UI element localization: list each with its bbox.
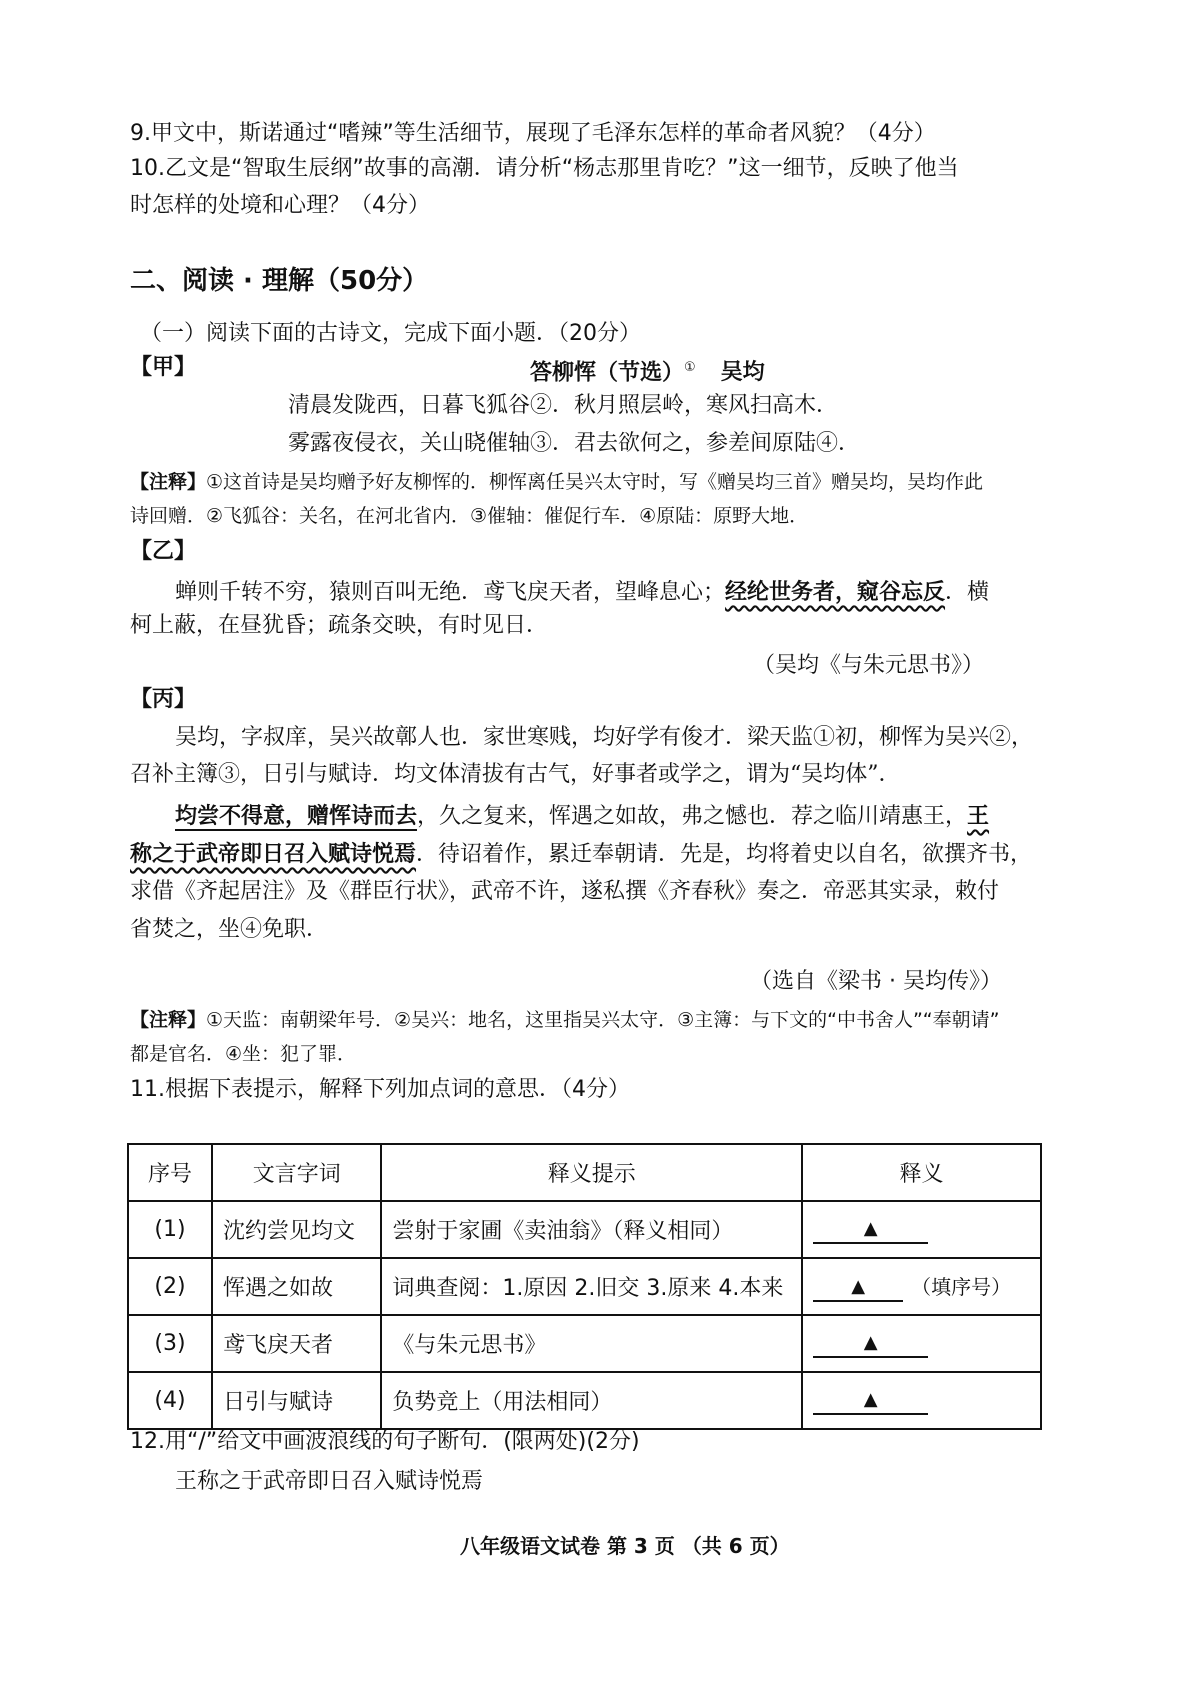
- row-hint: 尝射于家圃《卖油翁》（释义相同）: [381, 1201, 802, 1258]
- yi-label: 【乙】: [130, 539, 197, 564]
- bing-text-d: ．待诏着作，累迁奉朝请．先是，均将着史以自名，欲撰齐书，: [416, 842, 1033, 867]
- bing-line-3: [175, 800, 989, 833]
- table-header-row: [128, 1144, 1041, 1201]
- bing-line-4: [130, 838, 1032, 871]
- bing-underlined-sentence: 均尝不得意，赠恽诗而去: [175, 803, 418, 829]
- row-hint: 负势竞上（用法相同）: [381, 1372, 802, 1429]
- header-answer: 释义: [802, 1144, 1041, 1201]
- row-word: 鸢飞戾天者: [212, 1315, 381, 1372]
- row-answer-cell: [802, 1315, 1041, 1372]
- yi-line-2: 柯上蔽，在昼犹昏；疏条交映，有时见日．: [130, 613, 549, 638]
- section-title: 二、阅读 · 理解（50分）: [130, 266, 429, 296]
- row-no: (4): [128, 1372, 212, 1429]
- bing-source: （选自《梁书 · 吴均传》）: [750, 969, 1002, 994]
- table-row: [128, 1372, 1041, 1429]
- note-label: 【注释】: [130, 471, 207, 493]
- yi-line-1: [175, 576, 989, 609]
- fill-number-hint: （填序号）: [911, 1275, 1012, 1299]
- bing-line-5: 求借《齐起居注》及《群臣行状》，武帝不许，遂私撰《齐春秋》奏之．帝恶其实录，敕付: [130, 879, 1000, 904]
- row-word: 日引与赋诗: [212, 1372, 381, 1429]
- bing-note-line-1: [130, 1004, 1000, 1036]
- table-row: [128, 1201, 1041, 1258]
- jia-note-line-2: 诗回赠．②飞狐谷：关名，在河北省内．③催轴：催促行车．④原陆：原野大地．: [130, 505, 809, 527]
- yi-underlined-sentence: 经纶世务者，窥谷忘反: [725, 579, 946, 605]
- row-no: (3): [128, 1315, 212, 1372]
- header-word: 文言字词: [212, 1144, 381, 1201]
- yi-source: （吴均《与朱元思书》）: [753, 653, 985, 678]
- row-word: 沈约尝见均文: [212, 1201, 381, 1258]
- row-answer-cell: [802, 1258, 1041, 1315]
- poem-author: 吴均: [720, 360, 765, 386]
- row-no: (1): [128, 1201, 212, 1258]
- row-answer-cell: [802, 1201, 1041, 1258]
- bing-wavy-start: 王: [967, 803, 990, 829]
- answer-blank[interactable]: ▲: [813, 1387, 928, 1415]
- poem-title: 答柳恽（节选）: [530, 360, 685, 386]
- answer-blank[interactable]: ▲: [813, 1216, 928, 1244]
- question-10-line-2: 时怎样的处境和心理？（4分）: [130, 193, 430, 218]
- question-12-prompt: 12.用“/”给文中画波浪线的句子断句．(限两处)(2分): [130, 1429, 640, 1454]
- note-label: 【注释】: [130, 1009, 207, 1031]
- row-hint: 词典查阅：1.原因 2.旧交 3.原来 4.本来: [381, 1258, 802, 1315]
- yi-text-a: 蝉则千转不穷，猿则百叫无绝．鸢飞戾天者，望峰息心；: [175, 580, 726, 605]
- yi-text-c: ．横: [945, 580, 990, 605]
- note-text: ①这首诗是吴均赠予好友柳恽的．柳恽离任吴兴太守时，写《赠吴均三首》赠吴均，吴均作此: [206, 471, 984, 493]
- bing-line-1: 吴均，字叔庠，吴兴故鄣人也．家世寒贱，均好学有俊才．梁天监①初，柳恽为吴兴②，: [175, 725, 1034, 750]
- bing-label: 【丙】: [130, 687, 197, 712]
- jia-poem-heading: [530, 352, 765, 389]
- note-text: ①天监：南朝梁年号．②吴兴：地名，这里指吴兴太守．③主簿：与下文的“中书舍人”“奉朝请”: [206, 1009, 1000, 1031]
- row-hint: 《与朱元思书》: [381, 1315, 802, 1372]
- row-no: (2): [128, 1258, 212, 1315]
- header-hint: 释义提示: [381, 1144, 802, 1201]
- jia-note-line-1: [130, 466, 983, 498]
- poem-line-2: 雾露夜侵衣，关山晓催轴③．君去欲何之，参差间原陆④．: [288, 431, 861, 456]
- header-no: 序号: [128, 1144, 212, 1201]
- question-9: 9.甲文中，斯诺通过“嗜辣”等生活细节，展现了毛泽东怎样的革命者风貌？（4分）: [130, 121, 936, 146]
- table-row: [128, 1315, 1041, 1372]
- question-11-table: [127, 1143, 1042, 1430]
- question-12-sentence: 王称之于武帝即日召入赋诗悦焉: [175, 1469, 484, 1494]
- bing-text-b: ，久之复来，恽遇之如故，弗之憾也．荐之临川靖惠王，: [417, 804, 968, 829]
- bing-note-line-2: 都是官名．④坐：犯了罪．: [130, 1043, 357, 1065]
- answer-blank[interactable]: ▲: [813, 1274, 903, 1302]
- bing-line-2: 召补主簿③，日引与赋诗．均文体清拔有古气，好事者或学之，谓为“吴均体”．: [130, 762, 901, 787]
- table-row: [128, 1258, 1041, 1315]
- bing-wavy-sentence: 称之于武帝即日召入赋诗悦焉: [130, 841, 417, 867]
- row-answer-cell: [802, 1372, 1041, 1429]
- jia-label: 【甲】: [130, 355, 197, 380]
- bing-line-6: 省焚之，坐④免职．: [130, 917, 329, 942]
- poem-line-1: 清晨发陇西，日暮飞狐谷②．秋月照层岭，寒风扫高木．: [288, 393, 839, 418]
- section-subtitle: （一）阅读下面的古诗文，完成下面小题．（20分）: [140, 321, 641, 346]
- answer-blank[interactable]: ▲: [813, 1330, 928, 1358]
- poem-note-mark: ①: [684, 360, 696, 375]
- page-footer: 八年级语文试卷 第 3 页 （共 6 页）: [460, 1534, 790, 1558]
- question-10-line-1: 10.乙文是“智取生辰纲”故事的高潮．请分析“杨志那里肯吃？”这一细节，反映了他当: [130, 156, 959, 181]
- row-word: 恽遇之如故: [212, 1258, 381, 1315]
- question-11-prompt: 11.根据下表提示，解释下列加点词的意思．（4分）: [130, 1077, 630, 1102]
